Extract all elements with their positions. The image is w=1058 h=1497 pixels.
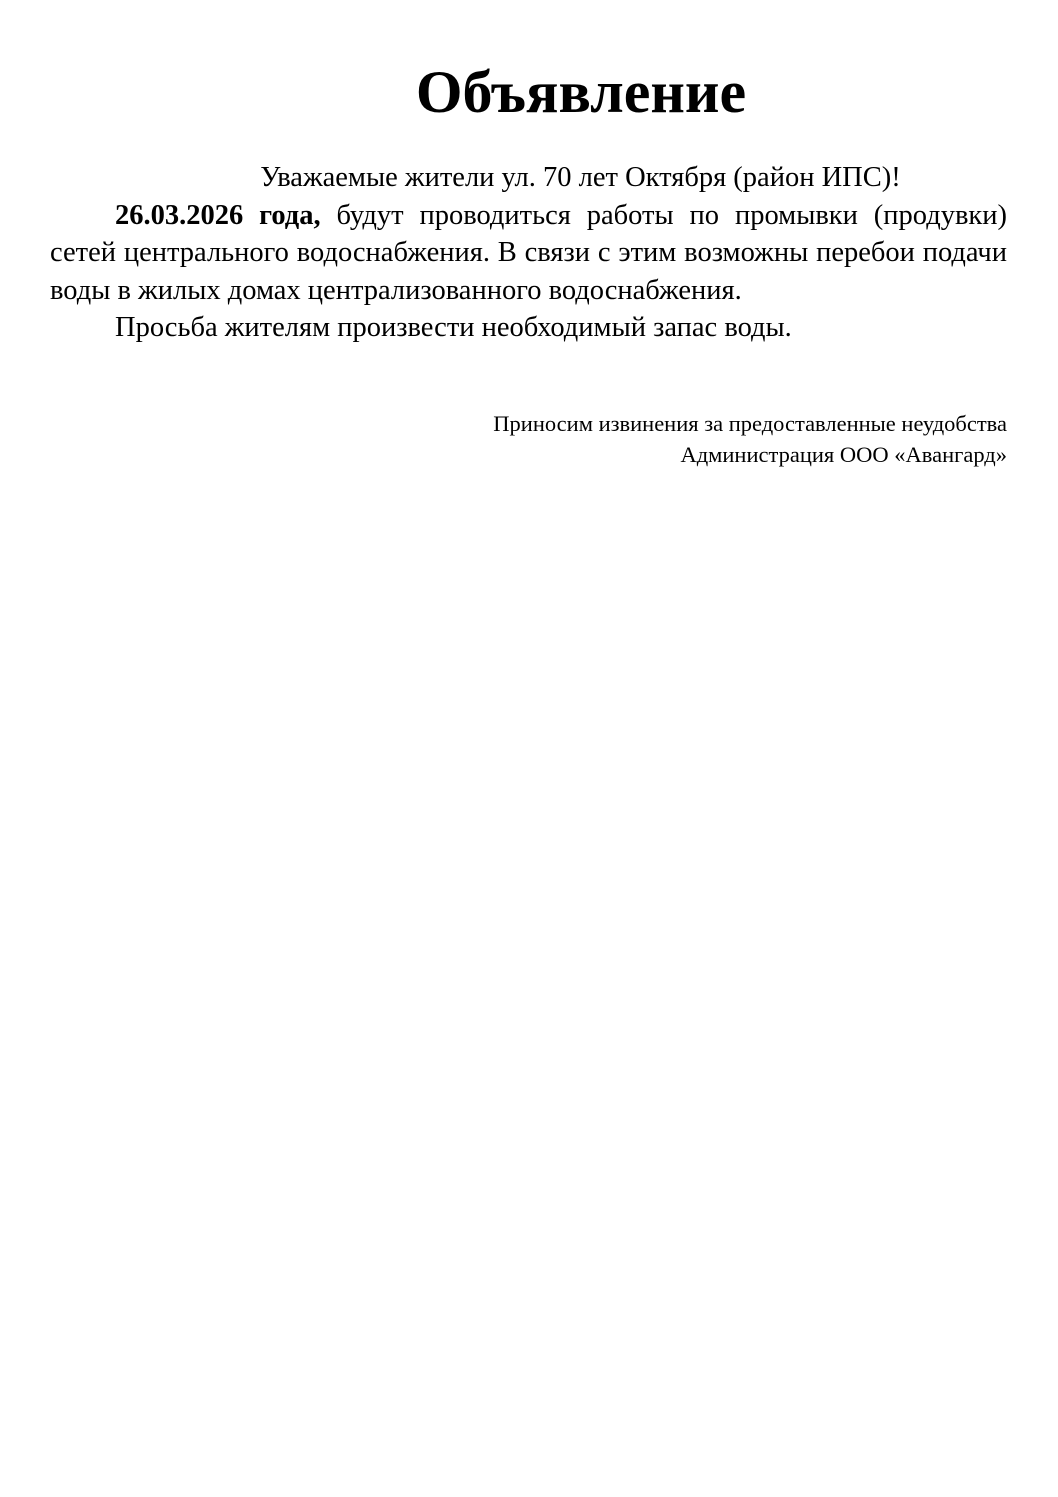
page-title: Объявление [415, 59, 747, 125]
apology-line: Приносим извинения за предоставленные неудобства [493, 411, 1007, 436]
announcement-body [50, 159, 1007, 347]
closing-block [493, 408, 1007, 470]
work-date: 26.03.2026 года, [115, 199, 321, 231]
work-notice-paragraph [50, 197, 1007, 310]
water-reserve-request: Просьба жителям произвести необходимый запас воды. [115, 312, 792, 343]
signature-line: Администрация ООО «Авангард» [680, 442, 1007, 467]
greeting: Уважаемые жители ул. 70 лет Октября (район ИПС)! [260, 162, 901, 193]
work-notice-text: будут проводиться работы по промывки (продувки) сетей центрального водоснабжения. В связи с этим возможны перебои подачи воды в жилых домах централизованного водоснабжения. [50, 199, 1008, 306]
